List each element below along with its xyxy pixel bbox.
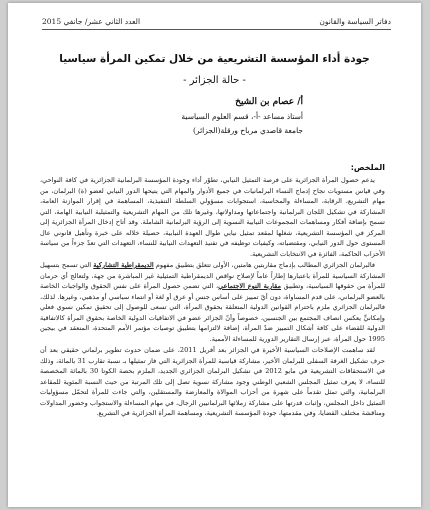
- journal-name: دفاتر السياسة والقانون: [319, 17, 391, 26]
- abstract-label: الملخص:: [350, 163, 385, 172]
- author-position: أستاذ مساعد -أ-، قسم العلوم السياسية: [181, 112, 303, 121]
- running-header: [42, 17, 391, 30]
- paragraph: فالبرلمان الجزائري المطالب بإدماج مقاربتين هامتين، الأولى تتعلق بتطبيق مفهوم الديمقراطية التشاركية التي تسمح بتسهيل المشاركة السياسية للمرأة باعتبارها إطاراً عاماً لإصلاح نواقص الديمقراطية التمثيلية غير المباشرة من جهة، ولتعالج أي حرمان للمرأة من حقوقها السياسية، وتطبيق مقاربة النوع الاجتماعي، التي تضمن حصول المرأة على نفس الحقوق والواجبات الخاصة بالعضو البرلماني، على قدم المساواة، دون أيّ تمييز على أساس جنس أو عرق أو لغة أو انتماء سياسي أو مذهبي، وغيرها. لذلك، فالبرلمان الجزائري ملزم باحترام القوانين الدولية المتعلقة بحقوق المرأة، التي تسعى للوصول إلى تحقيق تمكين نسوي فعلي وإمكانيٍّ يعكس انصاف المجتمع بين الجنسين، خصوصاً وأنّ الجزائر عضو في الاتفاقيات الدولية الخاصة بحقوق المرأة كالاتفاقية الدولية للقضاء على كافة أشكال التمييز ضدّ المرأة، إضافة لالتزامها بتطبيق توصيات مؤتمر الأمم المتحدة، المنعقد في بيجين 1995 حول المرأة، عبر إرسال التقارير الدورية للمساءلة الأممية.: [40, 261, 385, 343]
- paragraph: يدعم حصول المرأة الجزائرية على فرصة التمثيل النيابي، تطوّر أداء وجودة المؤسسة البرلمانية الجزائرية في كافة النواحي، وفي قياس مستويات نجاح إدماج النساء البرلمانيات في جميع الأدوار والمهام التي يتيحها الدور النيابي لعضو (ة) البرلمان، من مهام التشريع، الرقابة، المساءلة والمحاسبة، استجوابات مسؤولي السلطة التنفيذية، المساهمة في إقرار الموازنة العامة، المشاركة في تشكيل اللجان البرلمانية واجتماعاتها ومداولاتها، وغيرها تلك من المهام التشريعية والتمثيلية النيابية الهامة، التي تسمح بإضافة أفكار ومساهمات المجموعات النيابية النسوية إلى الرؤية البرلمانية الشاملة. وقد أتاح إدخال المرأة الجزائرية إلى المركز في المؤسسة التشريعية، شغلها لمقعد تمثيل نيابي طوال العهدة النيابية، حصيلة خلاله على خبرة وتأهيل قانوني عال المستوى حول الدور النيابي، ومقتضياته، وكيفيات توظيفه في تفنيذ التعهدات النيابية للنساء، التعهدات التي تعدّ جزءاً من سياسة الأحزاب الحاكمة، الفائزة في الانتخابات التشريعية.: [40, 176, 385, 258]
- highlighted-phrase: مقاربة النوع الاجتماعي: [218, 282, 282, 290]
- paragraph: لقد ساهمت الإصلاحات السياسية الأخيرة في الجزائر بعد أفريل 2011، على ضمان حدوث تطوير برلماني حقيقي بعد أن حرف تشكيل الغرفة السفلى للبرلمان الأخير، مشاركة قياسية للمرأة الجزائرية التي فاز تمثيلها بـ نسبة تقارب 31 بالمائة، وذلك في الاستحقاقات التشريعية في مايو 2012 في تشكيل البرلمان الجزائري الجديد، الملزم بحصة الكوتا 30 بالمائة المخصصة للنساء، لا يعرف تمثيل المجلس الشعبي الوطني وجود مشاركة نسوية تصل إلى تلك المرتبة من حيث النسبة المئوية للمقاعد البرلمانية، والتي تمثل تقدماً على شهرة من أحزاب الموالاة والمعارضة والمستقلين، والتي جاءت للمرأة لتحمّل مسؤوليات التمثيل داخل المجلس، وإثبات قدرتها على مشاركة زملائها البرلمانيين الرجال، في مهام المساءلة والاستجواب وحضور المداولات ومناقشة مختلف القضايا، وفي مقدمتها، جودة المؤسسة التشريعية، ومساهمة المرأة الجزائرية في التشريع.: [40, 346, 385, 417]
- author-block: [123, 97, 303, 140]
- abstract-body: [40, 175, 385, 499]
- issue-label: العدد الثاني عشر/ جانفي 2015: [42, 17, 141, 26]
- author-name: أ/ عصام بن الشيخ: [235, 97, 303, 107]
- article-subtitle: - حالة الجزائر -: [183, 75, 246, 86]
- highlighted-phrase: الديمقراطية التشاركية: [93, 261, 154, 269]
- article-title: جودة أداء المؤسسة التشريعية من خلال تمكين المرأة سياسيا: [59, 53, 370, 65]
- document-page: [8, 3, 421, 507]
- author-university: جامعة قاصدي مرباح ورقلة(الجزائر): [193, 126, 303, 135]
